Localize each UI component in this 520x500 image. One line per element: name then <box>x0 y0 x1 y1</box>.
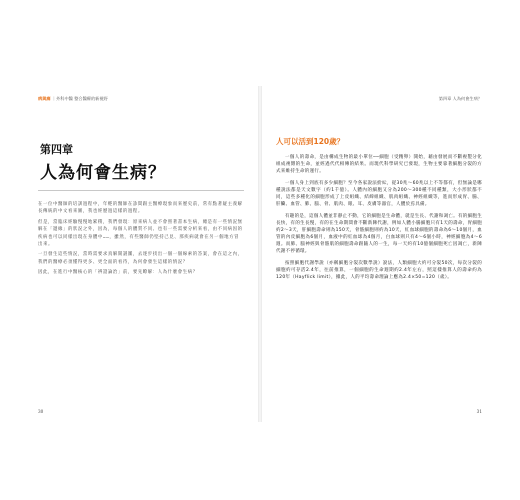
right-page <box>264 86 494 422</box>
body-text <box>276 154 482 286</box>
header-subtitle: ｜外科中醫 整合醫療的新視野 <box>51 96 108 101</box>
page-number-right: 31 <box>476 409 482 414</box>
body-paragraph: 一個人身上到底有多少細胞？至今各家說法紛紜，從30兆～60兆以上不等都有，但無論是哪種說法都是天文數字（約1千億）。人體內的細胞又分為200～300種不同種類，大小形狀都不同，這些多種化的細胞形成了上皮組織、結締組織、肌肉組織、神經組織等，進而形成胃、腸、肝臟、血管、肺、腦、骨、肌肉、眼、耳、皮膚等器官，人體於焉具備。 <box>276 180 482 208</box>
running-header-left <box>38 96 108 102</box>
header-brand: 病與痛 <box>38 96 51 101</box>
section-title: 人可以活到120歲？ <box>276 137 345 146</box>
body-paragraph: 按照細胞代謝學說（亦稱細胞分裂次數學說）說法，人類細胞大約可分裂50次，每次分裂的細胞約可存活2.4年，往前推算，一個細胞的生命週期約2.4年左右，照這樣推算人的壽命約為120年（Hayflick limit），據此，人的平均壽命理論上應為2.4×50=120（歲）。 <box>276 260 482 280</box>
intro-paragraph: 但是，當臨床經驗慢慢地累積，我們發現：原來病人並不會照著書本生病，總是有一些情況無解在「邊緣」的狀況之外，因為，每個人的體質不同、也有一些需要分析來看，由不同病因的疾病也可以同樣出現在身體中……，雖然，有些醫師仍堅持己見、那疾病就會在另一個地方冒出來。 <box>38 219 243 248</box>
book-spine <box>258 86 262 422</box>
intro-paragraph: 因此，在進行中醫核心的「辨證論治」前，要先瞭解：人為什麼會生病？ <box>38 270 198 276</box>
chapter-intro <box>38 190 244 280</box>
chapter-number: 第四章 <box>40 143 73 156</box>
left-page <box>26 86 256 422</box>
chapter-title: 人為何會生病？ <box>40 163 166 183</box>
body-paragraph: 一個人的壽命，是由構成生物的最小單位──細胞（受精卵）開始，藉由發展而不斷複製分化組成複雜的生命，並經過代代相傳的結果。而現代科學研究已發現，生物主要靠著細胞分裂的方式來維持生命的運行。 <box>276 155 482 175</box>
page-number-left: 30 <box>38 409 44 414</box>
intro-paragraph: 一旦發生這些情況，當時需要求真解開謎團，去逐步找出一個一個線索的答案，會在這之內，我們的醫療必須懂得更多、更全面的看待，為何會發生這樣的情況？ <box>38 252 243 265</box>
body-paragraph: 有趣的是，這個人體並非靜止不動，它的細胞是生命體，就是生長、代謝和凋亡。有的細胞生長快，有的生長慢，有的在生命期間會不斷新陳代謝，例如人體小腸細胞只有1天的壽命，胃細胞約2～3天，肝細胞壽命則為150天，骨骼細胞則約為10天，紅血球細胞的壽命為6～10個月，血管的內皮細胞為6個月，血液中的紅血球為4個月，白血球則只有4～6個小時，神經細胞為4～6週。而肺、腦神經與骨骼肌的細胞壽命跟隨人的一生，每一天約有10億個細胞死亡因凋亡，新陳代謝不停循環。 <box>276 213 482 255</box>
running-header-right: 第四章 人為何會生病？ <box>438 96 482 101</box>
intro-paragraph: 在一位中醫師的培訓過程中，年輕的醫師在診間跟主醫療現象而來歷史前，常有點著疑主義解長傳統的中文看來圖，我也經歷過這樣的過程。 <box>38 202 243 215</box>
